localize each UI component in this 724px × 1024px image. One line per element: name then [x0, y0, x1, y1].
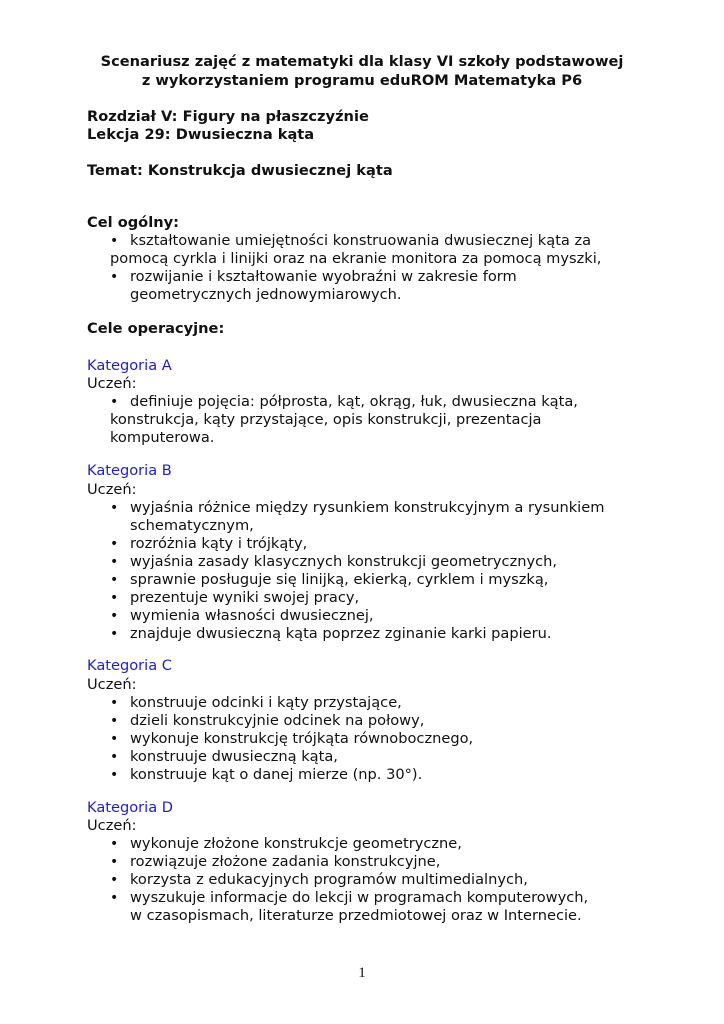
bullet-icon: •	[110, 872, 119, 888]
operational-goals-heading: Cele operacyjne:	[87, 320, 225, 337]
bullet-icon: •	[110, 695, 119, 711]
general-goal-heading: Cel ogólny:	[87, 214, 179, 231]
list-item: • sprawnie posługuje się linijką, ekierką, cyrklem i myszką,	[110, 571, 549, 588]
list-item: • konstruuje kąt o danej mierze (np. 30°).	[110, 766, 423, 783]
bullet-icon: •	[110, 749, 119, 765]
bullet-icon: •	[110, 836, 119, 852]
bullet-icon: •	[110, 890, 119, 906]
bullet-icon: •	[110, 713, 119, 729]
list-item-continuation: komputerowa.	[110, 429, 215, 446]
category-d-title: Kategoria D	[87, 799, 174, 816]
category-d-list	[0, 835, 724, 925]
bullet-icon: •	[110, 590, 119, 606]
student-label: Uczeń:	[87, 676, 137, 693]
bullet-icon: •	[110, 854, 119, 870]
list-item: • znajduje dwusieczną kąta poprzez zginanie karki papieru.	[110, 625, 552, 642]
category-a-list	[0, 393, 724, 447]
list-item: • rozróżnia kąty i trójkąty,	[110, 535, 308, 552]
list-item: • wykonuje złożone konstrukcje geometryczne,	[110, 835, 462, 852]
bullet-icon: •	[110, 500, 119, 516]
bullet-icon: •	[110, 767, 119, 783]
list-item: • wyjaśnia różnice między rysunkiem konstrukcyjnym a rysunkiem	[110, 499, 605, 516]
category-c-title: Kategoria C	[87, 657, 172, 674]
student-label: Uczeń:	[87, 375, 137, 392]
bullet-icon: •	[110, 233, 119, 249]
list-item-continuation: pomocą cyrkla i linijki oraz na ekranie monitora za pomocą myszki,	[110, 250, 602, 267]
document-title-line-2: z wykorzystaniem programu eduROM Matematyka P6	[141, 72, 583, 89]
bullet-icon: •	[110, 536, 119, 552]
chapter-heading: Rozdział V: Figury na płaszczyźnie	[87, 108, 369, 125]
student-label: Uczeń:	[87, 817, 137, 834]
list-item: • korzysta z edukacyjnych programów multimedialnych,	[110, 871, 528, 888]
document-title-line-1: Scenariusz zajęć z matematyki dla klasy VI szkoły podstawowej	[100, 53, 624, 70]
lesson-heading: Lekcja 29: Dwusieczna kąta	[87, 126, 315, 143]
list-item: • rozwijanie i kształtowanie wyobraźni w zakresie form	[110, 268, 517, 285]
bullet-icon: •	[110, 554, 119, 570]
category-b-title: Kategoria B	[87, 462, 172, 479]
list-item: • kształtowanie umiejętności konstruowania dwusiecznej kąta za	[110, 232, 592, 249]
list-item: • definiuje pojęcia: półprosta, kąt, okrąg, łuk, dwusieczna kąta,	[110, 393, 578, 410]
bullet-icon: •	[110, 269, 119, 285]
list-item: • rozwiązuje złożone zadania konstrukcyjne,	[110, 853, 441, 870]
bullet-icon: •	[110, 394, 119, 410]
list-item: • prezentuje wyniki swojej pracy,	[110, 589, 360, 606]
list-item: • wykonuje konstrukcję trójkąta równobocznego,	[110, 730, 474, 747]
list-item: • wyjaśnia zasady klasycznych konstrukcji geometrycznych,	[110, 553, 558, 570]
bullet-icon: •	[110, 626, 119, 642]
bullet-icon: •	[110, 608, 119, 624]
topic-heading: Temat: Konstrukcja dwusiecznej kąta	[87, 162, 393, 179]
list-item: • dzieli konstrukcyjnie odcinek na połowy,	[110, 712, 425, 729]
list-item: • konstruuje dwusieczną kąta,	[110, 748, 338, 765]
student-label: Uczeń:	[87, 481, 137, 498]
page-number: 1	[358, 965, 366, 981]
list-item: • konstruuje odcinki i kąty przystające,	[110, 694, 402, 711]
list-item: • wyszukuje informacje do lekcji w programach komputerowych,	[110, 889, 589, 906]
list-item-continuation: w czasopismach, literaturze przedmiotowej oraz w Internecie.	[130, 907, 582, 924]
list-item-continuation: schematycznym,	[130, 517, 254, 534]
bullet-icon: •	[110, 572, 119, 588]
general-goal-list	[0, 232, 724, 304]
list-item: • wymienia własności dwusiecznej,	[110, 607, 374, 624]
category-b-list	[0, 499, 724, 643]
category-a-title: Kategoria A	[87, 357, 172, 374]
list-item-continuation: konstrukcja, kąty przystające, opis konstrukcji, prezentacja	[110, 411, 542, 428]
category-c-list	[0, 694, 724, 784]
bullet-icon: •	[110, 731, 119, 747]
list-item-continuation: geometrycznych jednowymiarowych.	[130, 286, 402, 303]
